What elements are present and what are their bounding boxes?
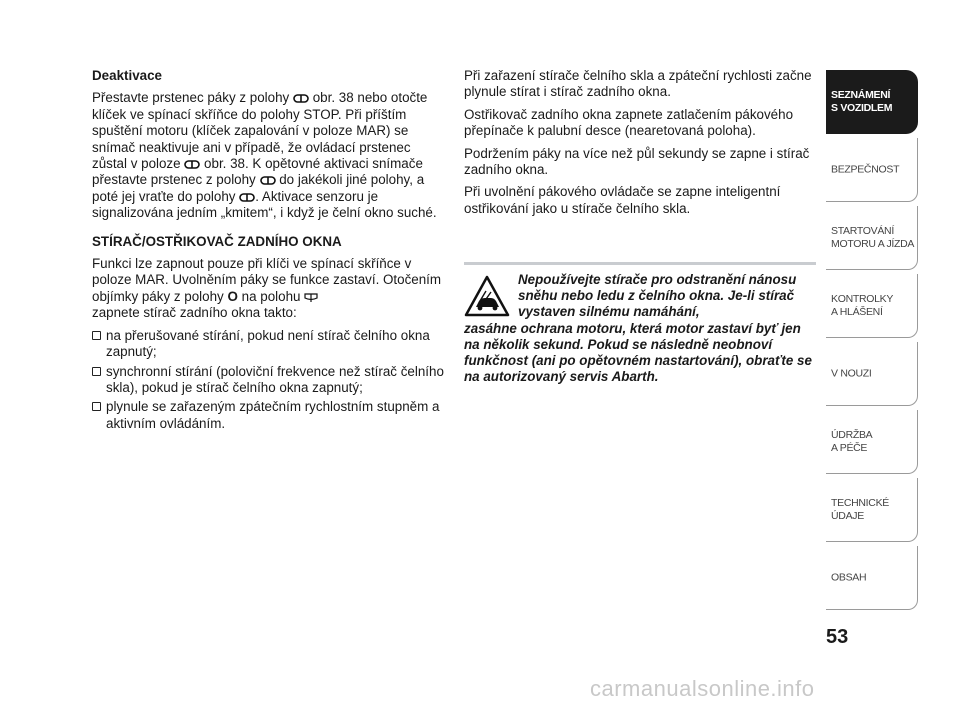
chapter-tabs [826,70,918,614]
position-o-symbol: O [227,288,238,304]
tab-v-nouzi[interactable] [826,342,918,406]
paragraph-deactivation [92,90,448,221]
tab-label: KONTROLKY A HLÁŠENÍ [831,292,894,318]
tab-label: OBSAH [831,571,867,583]
tab-label: V NOUZI [831,367,872,379]
tab-label: SEZNÁMENÍ S VOZIDLEM [831,89,893,114]
tab-seznameni[interactable] [826,70,918,134]
tab-obsah[interactable] [826,546,918,610]
list-item-text: synchronní stírání (poloviční frekvence než stírač čelního skla), pokud je stírač čelního okna zapnutý; [106,363,444,395]
text-segment: obr. 38. K opětovné aktivaci snímače přestavte prstenec z polohy [92,156,423,188]
paragraph: Ostřikovač zadního okna zapnete zatlačením pákového přepínače k palubní desce (nearetovaná poloha). [464,106,794,139]
page-number: 53 [826,626,849,648]
tab-bezpecnost[interactable] [826,138,918,202]
text-segment: na polohu [241,288,301,304]
text-segment: obr. 38 nebo otočte klíček ve spínací skříňce do polohy STOP. Při příštím spuštění motoru (klíček zapalování v poloze MAR) se snímač neaktivuje ani v případě, že ovládací prstenec zůstal v poloze [92,90,428,172]
left-column [92,68,448,435]
checkbox-bullet-icon [92,367,101,376]
rear-wiper-icon [304,291,318,303]
auto-wiper-symbol-icon [239,193,255,202]
tab-label: TECHNICKÉ ÚDAJE [831,496,889,522]
list-item [92,399,448,432]
checkbox-bullet-icon [92,402,101,411]
tab-label: ÚDRŽBA A PÉČE [831,428,873,454]
paragraph: Podržením páky na více než půl sekundy se zapne i stírač zadního okna. [464,145,810,178]
text-segment: Přestavte prstenec páky z polohy [92,90,290,106]
tab-startovani[interactable] [826,206,918,270]
tab-label: STARTOVÁNÍ MOTORU A JÍZDA [831,224,915,250]
heading-rear-wiper: STÍRAČ/OSTŘIKOVAČ ZADNÍHO OKNA [92,233,342,249]
warning-car-triangle-icon [464,275,510,317]
warning-text-full: zasáhne ochrana motoru, která motor zastaví byť jen na několik sekund. Pokud se následně neobnoví funkčnost (ani po opětovném nastartování), obraťte se na autorizovaný servis Abarth. [464,320,812,385]
list-item-text: na přerušované stírání, pokud není stírač čelního okna zapnutý; [106,327,430,360]
list-item [92,364,448,397]
text-segment: do jakékoli jiné polohy, a poté jej vraťte do polohy [92,172,425,204]
tab-technicke[interactable] [826,478,918,542]
right-column [464,68,816,223]
list-item [92,328,448,361]
text-segment: zapnete stírač zadního okna takto: [92,305,297,321]
paragraph-rear-wiper [92,256,448,322]
text-segment: . Aktivace senzoru je signalizována jedním „kmitem“, i když je čelní okno suché. [92,188,437,221]
warning-text-indented: Nepoužívejte stírače pro odstranění nánosu sněhu nebo ledu z čelního okna. Je-li stírač vystaven silnému namáhání, [518,272,797,320]
auto-wiper-symbol-icon [260,176,276,185]
watermark: carmanualsonline.info [590,676,815,701]
tab-kontrolky[interactable] [826,274,918,338]
auto-wiper-symbol-icon [184,160,200,169]
tab-udrzba[interactable] [826,410,918,474]
warning-text [464,272,816,385]
checkbox-bullet-icon [92,331,101,340]
warning-box [464,262,816,385]
list-item-text: plynule se zařazeným zpátečním rychlostním stupněm a aktivním ovládáním. [106,399,440,431]
auto-wiper-symbol-icon [293,94,309,103]
paragraph: Při uvolnění pákového ovládače se zapne inteligentní ostřikování jako u stírače čelního skla. [464,184,781,216]
heading-deaktivace: Deaktivace [92,68,162,83]
paragraph: Při zařazení stírače čelního skla a zpáteční rychlosti začne plynule stírat i stírač zadního okna. [464,68,812,100]
text-segment: Funkci lze zapnout pouze při klíči ve spínací skříňce v poloze MAR. Uvolněním páky se funkce zastaví. Otočením objímky páky z polohy [92,256,442,304]
tab-label: BEZPEČNOST [831,163,900,175]
